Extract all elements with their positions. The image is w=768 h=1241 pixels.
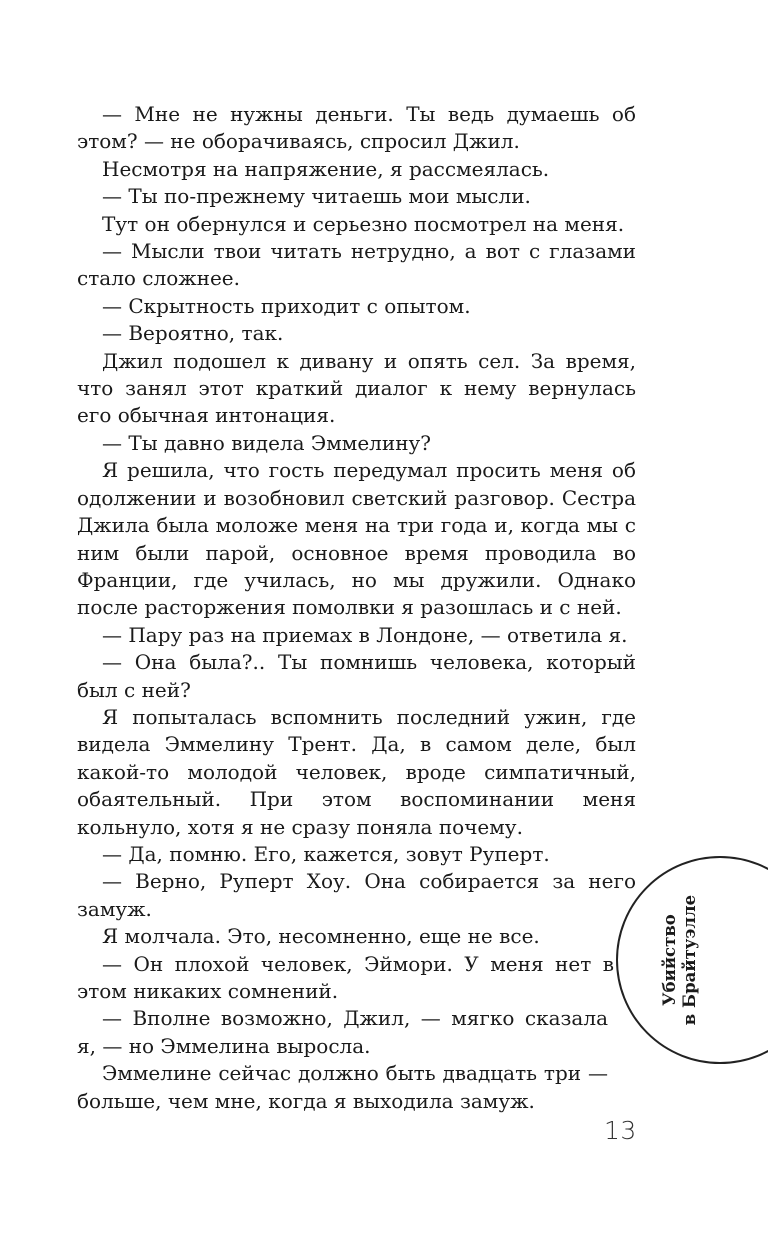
paragraph: — Ты по-прежнему читаешь мои мысли. <box>102 184 531 209</box>
paragraph: — Он плохой человек, Эймори. У меня нет в этом никаких сомнений. <box>77 951 614 1003</box>
paragraph: — Вероятно, так. <box>102 321 284 346</box>
body-text <box>77 101 636 1115</box>
paragraph: Тут он обернулся и серьезно посмотрел на меня. <box>102 211 625 236</box>
paragraph: — Она была?.. Ты помнишь человека, который был с ней? <box>77 650 636 702</box>
paragraph: — Скрытность приходит с опытом. <box>102 293 471 318</box>
paragraph: Я решила, что гость передумал просить меня об одолжении и возобновил светский разговор. Сестра Джила была моложе меня на три года и, когда мы с ним были парой, основное время проводила во Франции, где училась, но мы дружили. Однако после расторжения помолвки я разошлась и с ней. <box>77 458 636 620</box>
running-title-text <box>660 895 700 1025</box>
running-title <box>652 860 708 1060</box>
paragraph: Несмотря на напряжение, я рассмеялась. <box>102 156 550 181</box>
paragraph: — Ты давно видела Эммелину? <box>102 430 432 455</box>
paragraph: — Пару раз на приемах в Лондоне, — ответила я. <box>102 622 628 647</box>
paragraph: — Да, помню. Его, кажется, зовут Руперт. <box>102 841 550 866</box>
paragraph: — Мысли твои читать нетрудно, а вот с глазами стало сложнее. <box>77 239 636 291</box>
paragraph: Я попыталась вспомнить последний ужин, где видела Эммелину Трент. Да, в самом деле, был какой-то молодой человек, вроде симпатичный, обаятельный. При этом воспоминании меня кольнуло, хотя я не сразу поняла почему. <box>77 704 636 839</box>
paragraph: Джил подошел к дивану и опять сел. За время, что занял этот краткий диалог к нему вернулась его обычная интонация. <box>77 348 636 428</box>
page-number: 13 <box>604 1116 637 1145</box>
paragraph: — Верно, Руперт Хоу. Она собирается за него замуж. <box>77 869 636 921</box>
paragraph: — Мне не нужны деньги. Ты ведь думаешь об этом? — не оборачиваясь, спросил Джил. <box>77 102 636 154</box>
running-title-line1: Убийство <box>660 914 679 1006</box>
running-title-line2: в Брайтуэлле <box>680 894 699 1026</box>
paragraph: — Вполне возможно, Джил, — мягко сказала я, — но Эммелина выросла. <box>77 1006 608 1058</box>
paragraph: Эммелине сейчас должно быть двадцать три — больше, чем мне, когда я выходила замуж. <box>77 1061 608 1113</box>
paragraph: Я молчала. Это, несомненно, еще не все. <box>102 924 540 949</box>
